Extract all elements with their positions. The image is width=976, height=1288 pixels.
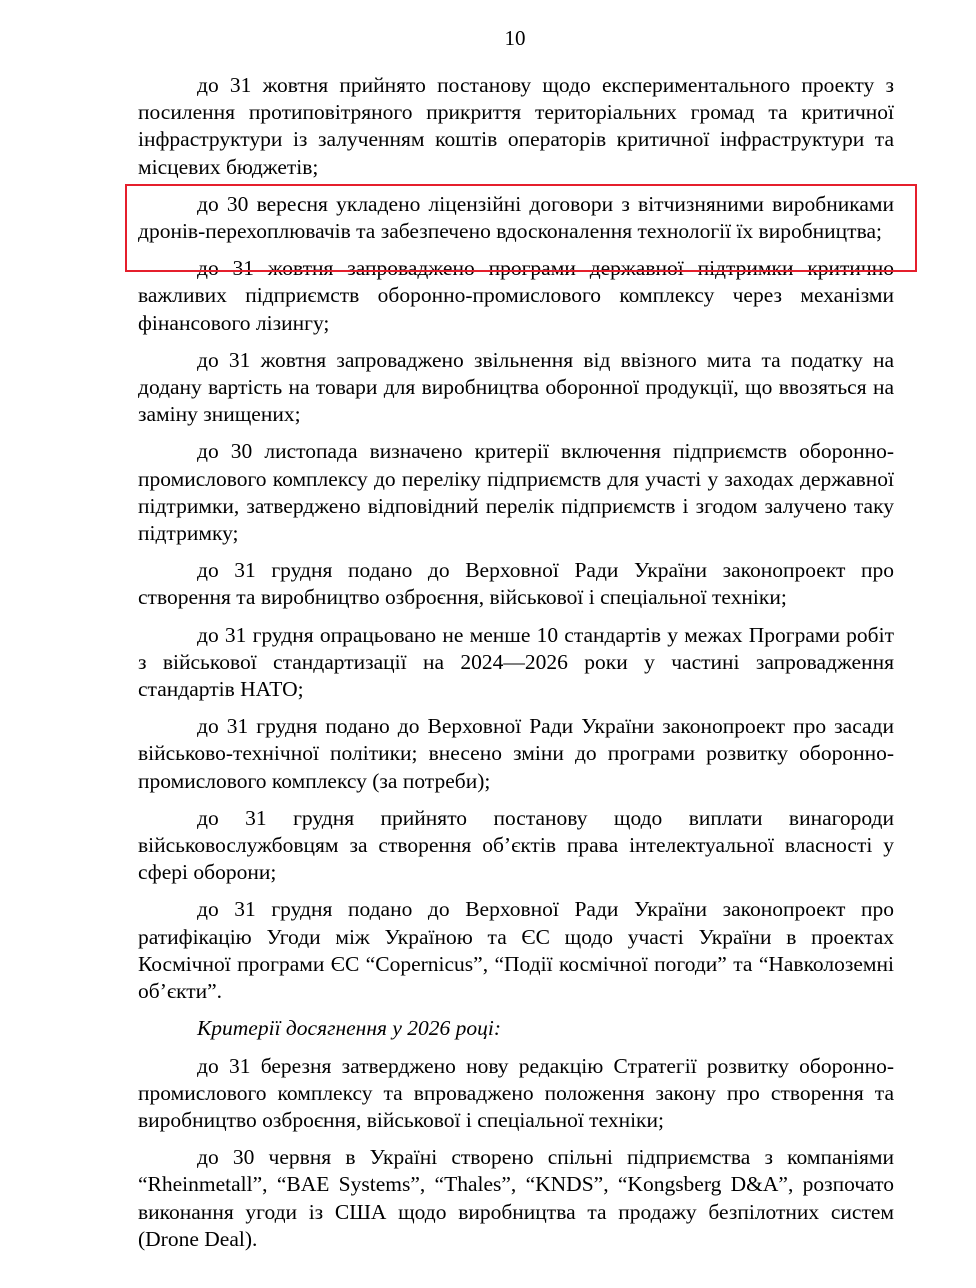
- paragraph-air-defense: до 31 жовтня прийнято постанову щодо експериментального проекту з посилення протиповітряного прикриття територіальних громад та критичної інфраструктури із залученням коштів операторів критичної інфраструктури та місцевих бюджетів;: [138, 73, 894, 179]
- paragraph-weapons-law: до 31 грудня подано до Верховної Ради України законопроект про створення та виробництво озброєння, військової і спеціальної техніки;: [138, 558, 894, 610]
- paragraph-military-technical-policy: до 31 грудня подано до Верховної Ради України законопроект про засади військово-технічної політики; внесено зміни до програми розвитку оборонно-промислового комплексу (за потреби);: [138, 714, 894, 793]
- paragraph-nato-standards: до 31 грудня опрацьовано не менше 10 стандартів у межах Програми робіт з військової стандартизації на 2024—2026 роки у частині запровадження стандартів НАТО;: [138, 622, 894, 702]
- paragraph-joint-ventures: до 30 червня в Україні створено спільні підприємства з компаніями “Rheinmetall”, “BAE Systems”, “Thales”, “KNDS”, “Kongsberg D&A”, розпочато виконання угоди із США щодо виробництва та продажу безпілотних систем (Drone Deal).: [138, 1145, 894, 1251]
- paragraph-enterprise-criteria: до 30 листопада визначено критерії включення підприємств оборонно-промислового комплексу до переліку підприємств для участі у заходах державної підтримки, затверджено відповідний перелік підприємств і згодом залучено таку підтримку;: [138, 439, 894, 546]
- paragraph-drone-interceptors: до 30 вересня укладено ліцензійні договори з вітчизняними виробниками дронів-перехоплювачів та забезпечено вдосконалення технології їх виробництва;: [138, 191, 894, 244]
- paragraph-ip-rewards: до 31 грудня прийнято постанову щодо виплати винагороди військовослужбовцям за створення об’єктів права інтелектуальної власності у сфері оборони;: [138, 805, 894, 885]
- paragraph-financial-leasing: до 31 жовтня запроваджено програми державної підтримки критично важливих підприємств оборонно-промислового комплексу через механізми фінансового лізингу;: [138, 256, 894, 335]
- section-heading-2026: Критерії досягнення у 2026 році:: [197, 1016, 502, 1041]
- document-body: [138, 72, 894, 1253]
- paragraph-duty-exemption: до 31 жовтня запроваджено звільнення від ввізного мита та податку на додану вартість на товари для виробництва оборонної продукції, що ввозяться на заміну знищених;: [138, 347, 894, 427]
- page-number: 10: [504, 26, 526, 50]
- paragraph-copernicus: до 31 грудня подано до Верховної Ради України законопроект про ратифікацію Угоди між Україною та ЄС щодо участі України в проектах Космічної програми ЄС “Copernicus”, “Події космічної погоди” та “Навколоземні об’єкти”.: [138, 897, 894, 1004]
- paragraph-strategy-2026: до 31 березня затверджено нову редакцію Стратегії розвитку оборонно-промислового комплексу та впроваджено положення закону про створення та виробництво озброєння, військової і спеціальної техніки;: [138, 1053, 894, 1132]
